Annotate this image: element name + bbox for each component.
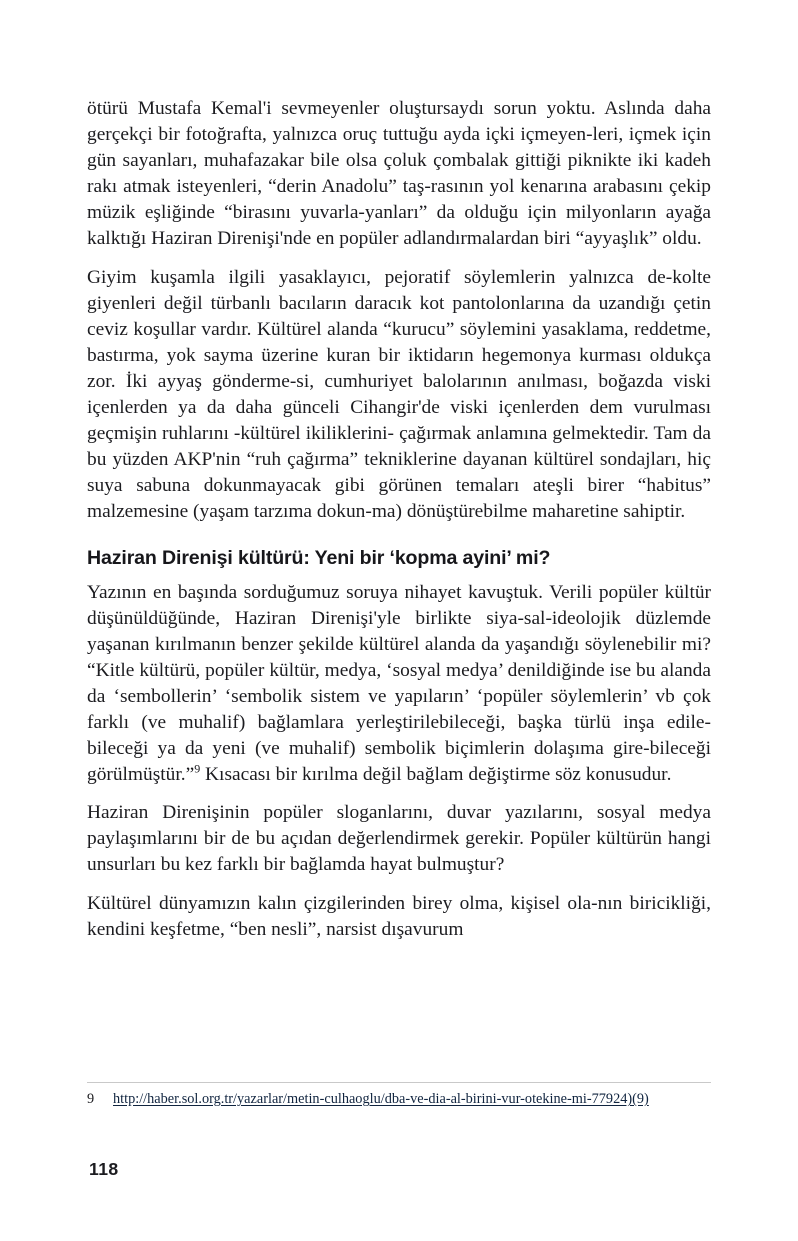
footnote-url-link[interactable]: http://haber.sol.org.tr/yazarlar/metin-culhaoglu/dba-ve-dia-al-birini-vur-otekine-mi-77924)(9) <box>113 1091 649 1107</box>
section-heading: Haziran Direnişi kültürü: Yeni bir ‘kopma ayini’ mi? <box>87 546 551 569</box>
page-content <box>87 96 711 943</box>
paragraph-3-text-before-ref: Yazının en başında sorduğumuz soruya nihayet kavuştuk. Verili popüler kültür düşünüldüğünde, Haziran Direnişi'yle birlikte siya-sal-ideolojik düzlemde yaşanan kırılmanın benzer şekilde kültürel alanda da yaşandığı söylenebilir mi? “Kitle kültürü, popüler kültür, medya, ‘sosyal medya’ denildiğinde ise bu alanda da ‘sembollerin’ ‘sembolik sistem ve yapıların’ ‘popüler söylemlerin’ vb çok farklı (ve muhalif) bağlamlara yerleştirilebileceği, başka türlü inşa edile-bileceği ya da yeni (ve muhalif) sembolik biçimlerin dolaşıma gire-bileceği görülmüştür.” <box>87 581 711 786</box>
footnote-number: 9 <box>87 1091 95 1107</box>
footnote-reference-marker[interactable]: 9 <box>194 761 201 776</box>
paragraph-4: Haziran Direnişinin popüler sloganlarını, duvar yazılarını, sosyal medya paylaşımlarını bir de bu açıdan değerlendirmek gerekir. Popüler kültürün hangi unsurları bu kez farklı bir bağlamda hayat bulmuştur? <box>87 802 711 876</box>
paragraph-3-with-footnote <box>87 580 711 789</box>
footnote-entry <box>87 1089 711 1109</box>
page-number: 118 <box>89 1159 119 1179</box>
paragraph-1: ötürü Mustafa Kemal'i sevmeyenler oluştursaydı sorun yoktu. Aslında daha gerçekçi bir fotoğrafta, yalnızca oruç tuttuğu ayda içki içmeyen-leri, içmek için gün sayanları, muhafazakar bile olsa çoluk çombalak gittiği piknikte iki kadeh rakı atmak isteyenleri, “derin Anadolu” taş-rasının yol kenarına arabasını çekip müzik eşliğinde “birasını yuvarla-yanları” da olduğu için milyonların ayağa kalktığı Haziran Direnişi'nde en popüler adlandırmalardan biri “ayyaşlık” oldu. <box>87 98 711 250</box>
paragraph-3-text-after-ref: Kısacası bir kırılma değil bağlam değiştirme söz konusudur. <box>200 764 672 786</box>
footnote-area <box>87 1082 711 1109</box>
paragraph-2: Giyim kuşamla ilgili yasaklayıcı, pejoratif söylemlerin yalnızca de-kolte giyenleri değil türbanlı bacıların daracık kot pantolonlarına da uzandığı çetin ceviz koşullar vardır. Kültürel alanda “kurucu” söylemini yasaklama, reddetme, bastırma, yok sayma üzerine kuran bir iktidarın hegemonya kurması oldukça zor. İki ayyaş gönderme-si, cumhuriyet balolarının anılması, boğazda viski içenlerden ya da daha günceli Cihangir'de viski içenlerden dem vurulması geçmişin ruhlarını -kültürel ikiliklerini- çağırmak anlamına gelmektedir. Tam da bu yüzden AKP'nin “ruh çağırma” tekniklerine dayanan kültürel sondajları, hiç suya sabuna dokunmayacak gibi görünen temaları ateşli birer “habitus” malzemesine (yaşam tarzıma dokun-ma) dönüştürebilme maharetine sahiptir. <box>87 266 711 523</box>
footnote-separator-rule <box>87 1082 711 1083</box>
paragraph-5: Kültürel dünyamızın kalın çizgilerinden birey olma, kişisel ola-nın biricikliği, kendini keşfetme, “ben nesli”, narsist dışavurum <box>87 892 711 940</box>
